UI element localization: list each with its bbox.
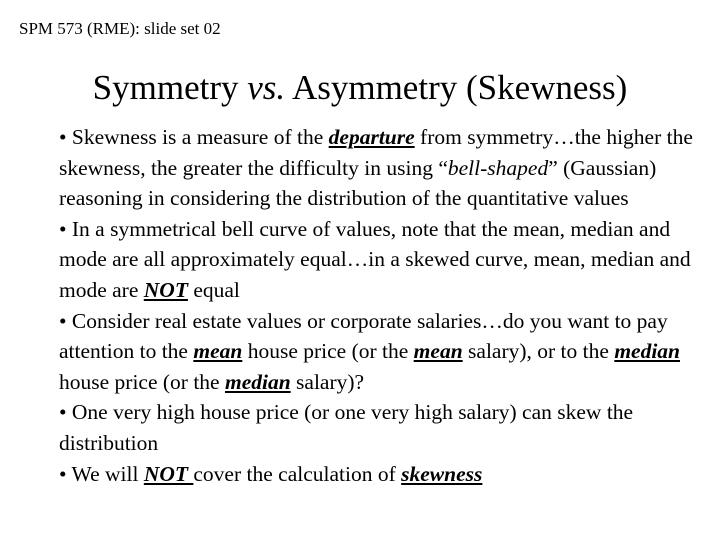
bullet-text: • One very high house price (or one very high salary) can skew the distribution (59, 400, 634, 455)
title-text-post: Asymmetry (Skewness) (285, 68, 628, 107)
bullet-emphasis: mean (413, 339, 463, 364)
bullet-text: ” (Gaussian) reasoning in considering the distribution of the quantitative values (59, 155, 657, 211)
bullet-text: • We will (59, 461, 144, 486)
bullet-text: salary), or to the (462, 339, 615, 364)
bullet-text: house price (or the (59, 369, 225, 394)
bullet-item (59, 397, 709, 458)
bullet-emphasis: NOT (143, 277, 188, 302)
bullet-item (59, 459, 709, 490)
bullet-text: from symmetry…the higher the skewness, the greater the difficulty in using “ (59, 125, 693, 180)
bullet-item (59, 214, 709, 306)
bullet-italic: bell-shaped (447, 155, 549, 180)
bullet-text: equal (187, 277, 240, 302)
bullet-text: • Consider real estate values or corporate salaries…do you want to pay attention to the (59, 308, 668, 364)
bullet-item (59, 122, 709, 214)
bullet-text: • In a symmetrical bell curve of values, note that the mean, median and mode are all approximately equal…in a skewed curve, mean, median and mode are (59, 216, 691, 302)
bullet-emphasis: median (224, 369, 291, 394)
bullet-item (59, 306, 709, 398)
title-text-vs: vs. (247, 68, 286, 107)
slide-header: SPM 573 (RME): slide set 02 (19, 19, 221, 38)
bullet-emphasis: skewness (401, 461, 483, 486)
slide-title (0, 66, 720, 110)
bullet-emphasis: mean (193, 339, 243, 364)
title-text-pre: Symmetry (92, 68, 248, 107)
bullet-list (59, 122, 709, 489)
bullet-text: house price (or the (242, 339, 414, 364)
bullet-text: cover the calculation of (193, 461, 402, 486)
bullet-emphasis: departure (328, 125, 415, 149)
bullet-text: salary)? (290, 369, 365, 394)
bullet-emphasis: NOT (143, 461, 194, 486)
bullet-text: • Skewness is a measure of the (59, 125, 329, 149)
bullet-emphasis: median (614, 339, 681, 364)
